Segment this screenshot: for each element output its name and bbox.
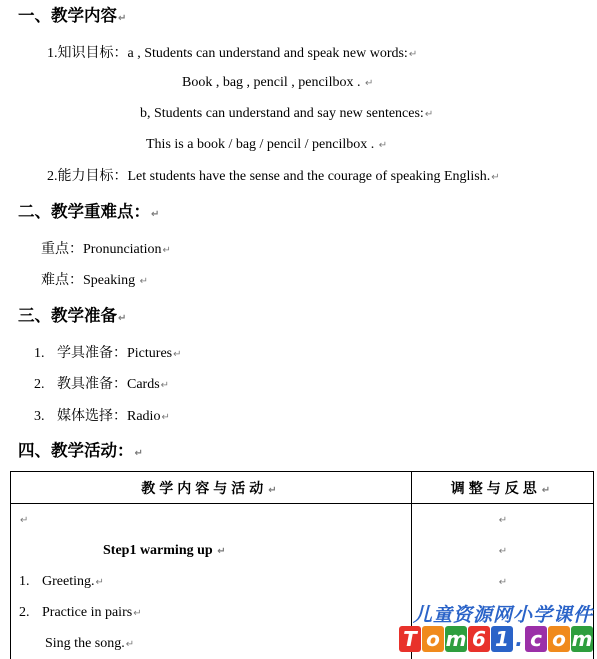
section4-heading: 四、教学活动：↵ <box>18 441 143 460</box>
knowledge-goal-b: b, Students can understand and say new sentences:↵ <box>140 106 434 121</box>
prep-item-1: 1. 学具准备：Pictures↵ <box>34 346 182 361</box>
activity-song: Sing the song.↵ <box>11 628 412 659</box>
difficult-point: 难点：Speaking ↵ <box>41 273 148 288</box>
table-cell-reflection: ↵ <box>412 504 594 536</box>
table-header-row <box>11 472 594 504</box>
watermark-chip: 6 <box>468 626 490 652</box>
prep-item-3: 3. 媒体选择：Radio↵ <box>34 409 170 424</box>
section1-heading: 一、教学内容↵ <box>18 6 127 25</box>
activity-greeting: 1. Greeting.↵ <box>11 566 412 597</box>
knowledge-goal-a: 1.知识目标：a , Students can understand and speak new words:↵ <box>47 46 418 61</box>
table-row <box>11 566 594 597</box>
watermark-chip: c <box>525 626 547 652</box>
watermark-chip: o <box>422 626 444 652</box>
watermark-chips <box>399 626 593 653</box>
table-header-reflection: 调整与反思↵ <box>412 472 594 504</box>
section2-heading: 二、教学重难点：↵ <box>18 202 160 221</box>
watermark-chip: o <box>548 626 570 652</box>
table-cell-reflection: ↵ <box>412 566 594 597</box>
watermark-chip: T <box>399 626 421 652</box>
key-point: 重点：Pronunciation↵ <box>41 242 171 257</box>
activity-practice: 2. Practice in pairs↵ <box>11 597 412 628</box>
watermark-chip: . <box>515 627 523 651</box>
table-cell-reflection: ↵ <box>412 535 594 566</box>
watermark-chip: m <box>571 627 593 651</box>
knowledge-goal-words: Book , bag , pencil , pencilbox . ↵ <box>182 75 374 90</box>
table-cell-empty: ↵ <box>11 504 412 536</box>
step1-heading: Step1 warming up ↵ <box>11 535 412 566</box>
watermark-title: 儿童资源网小学课件 <box>412 604 593 626</box>
watermark-chip: 1 <box>491 626 513 652</box>
ability-goal: 2.能力目标：Let students have the sense and the courage of speaking English.↵ <box>47 169 500 184</box>
site-watermark-logo <box>393 600 593 656</box>
knowledge-goal-sentence: This is a book / bag / pencil / pencilbox . ↵ <box>146 137 388 152</box>
table-row <box>11 535 594 566</box>
watermark-chip: m <box>445 627 467 651</box>
prep-item-2: 2. 教具准备：Cards↵ <box>34 377 170 392</box>
table-row <box>11 504 594 536</box>
section3-heading: 三、教学准备↵ <box>18 306 127 325</box>
table-header-content: 教学内容与活动↵ <box>11 472 412 504</box>
